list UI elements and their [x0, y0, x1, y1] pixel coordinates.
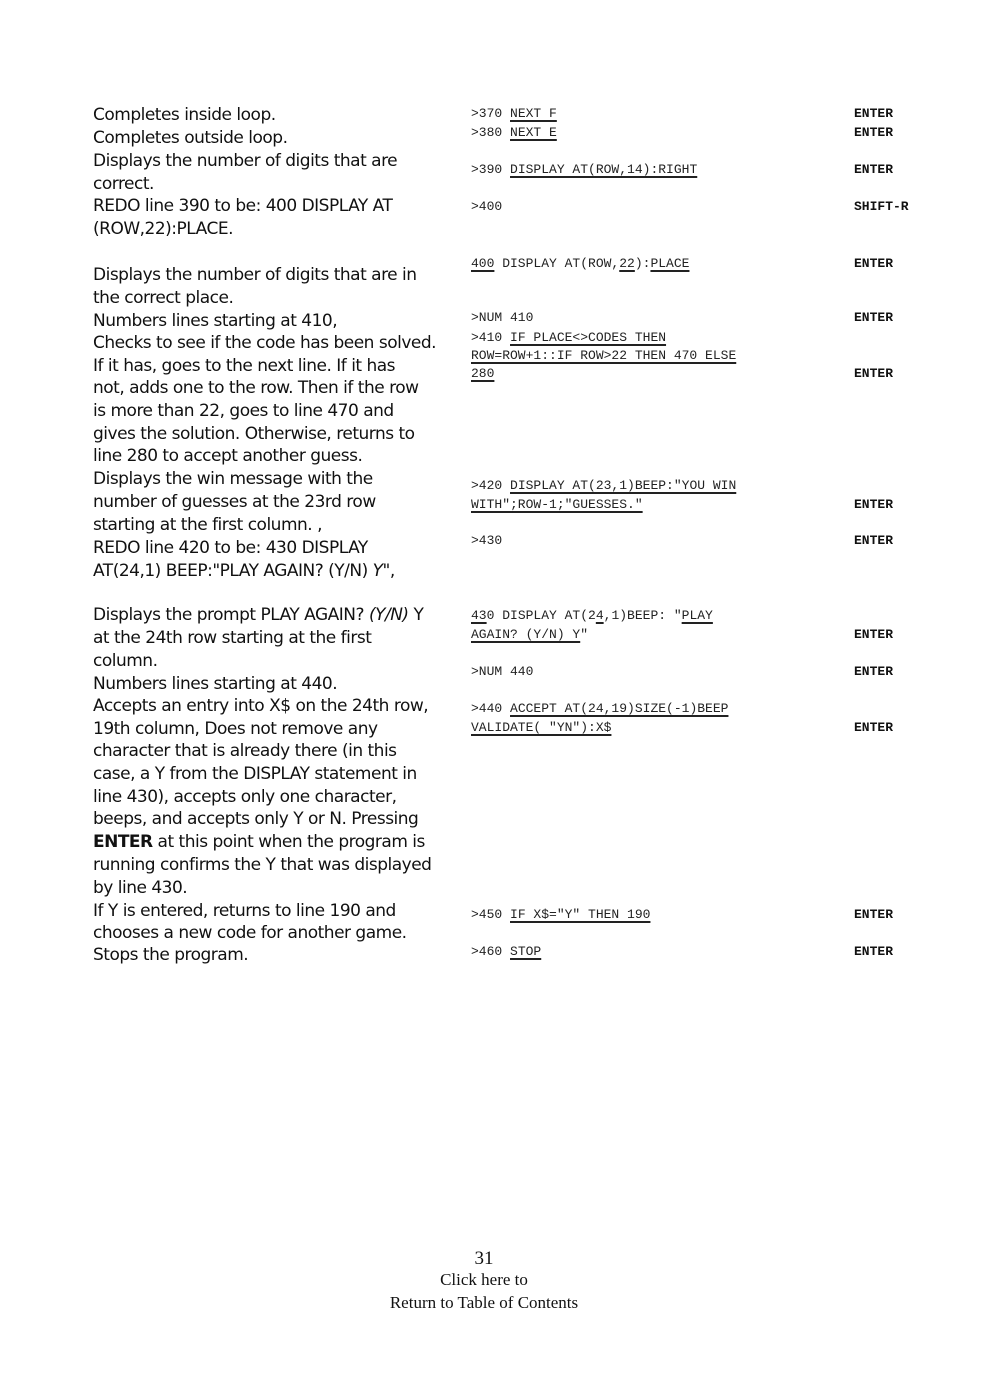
- desc-line: by line 430.: [93, 878, 188, 898]
- desc-line: line 280 to accept another guess.: [93, 446, 363, 466]
- desc-line: Completes inside loop.: [93, 105, 276, 125]
- desc-text: Y: [408, 605, 424, 625]
- code-text: [471, 608, 487, 623]
- desc-line: 19th column, Does not remove any: [93, 719, 378, 739]
- desc-line: Completes outside loop.: [93, 128, 288, 148]
- code-typed: NEXT E: [510, 125, 557, 140]
- code-line-370: [471, 104, 557, 123]
- code-line-380: [471, 123, 557, 142]
- key-label: SHIFT-R: [854, 199, 909, 214]
- desc-line: REDO line 420 to be: 430 DISPLAY: [93, 538, 368, 558]
- code-typed: DISPLAY AT(23,1)BEEP:"YOU WIN: [510, 478, 737, 493]
- code-line-440-cont: [471, 718, 611, 737]
- code-line-430: [471, 606, 713, 625]
- code-line-num-440: [471, 662, 533, 681]
- desc-line: at the 24th row starting at the first: [93, 628, 372, 648]
- code-typed: 400: [471, 256, 495, 271]
- code-prompt: >450: [471, 907, 511, 922]
- key-label: ENTER: [854, 664, 894, 679]
- code-line-420: [471, 476, 736, 495]
- code-text: ):: [634, 256, 651, 271]
- desc-line: starting at the first column. ,: [93, 515, 322, 535]
- key-label: ENTER: [854, 720, 894, 735]
- toc-link-line-2[interactable]: Return to Table of Contents: [389, 1293, 579, 1312]
- code-line-410: [471, 328, 666, 347]
- code-typed: 22: [619, 256, 635, 271]
- code-prompt: >440: [471, 701, 511, 716]
- desc-line: [93, 831, 455, 854]
- code-typed: IF X$="Y" THEN 190: [510, 907, 651, 922]
- key-label: ENTER: [854, 944, 894, 959]
- code-line-430-cont: [471, 625, 588, 644]
- code-line-390: [471, 160, 697, 179]
- code-typed: NEXT F: [510, 106, 557, 121]
- desc-line: line 430), accepts only one character,: [93, 787, 397, 807]
- code-typed: STOP: [510, 944, 542, 959]
- code-prompt: >370: [471, 106, 511, 121]
- code-line-400-prompt: [471, 197, 502, 216]
- code-line-410-cont: [471, 346, 736, 365]
- code-prompt: >390: [471, 162, 511, 177]
- desc-line: Numbers lines starting at 410,: [93, 311, 338, 331]
- key-label: ENTER: [854, 162, 894, 177]
- desc-line: the correct place.: [93, 288, 234, 308]
- code-typed: PLACE: [650, 256, 690, 271]
- desc-line: not, adds one to the row. Then if the row: [93, 378, 419, 398]
- desc-line: Displays the win message with the: [93, 469, 373, 489]
- desc-line: gives the solution. Otherwise, returns to: [93, 424, 415, 444]
- desc-line: [93, 560, 455, 583]
- key-label: ENTER: [854, 125, 894, 140]
- desc-line: (ROW,22):PLACE.: [93, 219, 233, 239]
- desc-line: Checks to see if the code has been solved.: [93, 333, 437, 353]
- key-label: ENTER: [854, 907, 894, 922]
- code-typed: 280: [471, 366, 495, 381]
- desc-line: Displays the number of digits that are: [93, 151, 398, 171]
- key-label: ENTER: [854, 366, 894, 381]
- code-prompt: >NUM 410: [471, 310, 534, 325]
- code-typed: 43: [471, 608, 487, 623]
- desc-line: Stops the program.: [93, 945, 249, 965]
- code-line-450: [471, 905, 650, 924]
- desc-line: is more than 22, goes to line 470 and: [93, 401, 394, 421]
- code-line-420-cont: [471, 495, 643, 514]
- desc-line: chooses a new code for another game.: [93, 923, 407, 943]
- page-number: 31: [474, 1248, 494, 1269]
- key-label: ENTER: [854, 627, 894, 642]
- code-typed: DISPLAY AT(ROW,14):RIGHT: [510, 162, 698, 177]
- code-prompt: >420: [471, 478, 511, 493]
- desc-line: Displays the number of digits that are in: [93, 265, 417, 285]
- code-typed: 4: [595, 608, 604, 623]
- key-label: ENTER: [854, 106, 894, 121]
- key-label: ENTER: [854, 256, 894, 271]
- code-typed: ROW=ROW+1::IF ROW>22 THEN 470 ELSE: [471, 348, 737, 363]
- desc-line: case, a Y from the DISPLAY statement in: [93, 764, 417, 784]
- desc-line: column.: [93, 651, 158, 671]
- code-prompt: >NUM 440: [471, 664, 534, 679]
- key-label: ENTER: [854, 497, 894, 512]
- desc-line: Accepts an entry into X$ on the 24th row,: [93, 696, 429, 716]
- code-typed: ACCEPT AT(24,19)SIZE(-1)BEEP: [510, 701, 729, 716]
- desc-line: REDO line 390 to be: 400 DISPLAY AT: [93, 196, 393, 216]
- toc-link-line-1[interactable]: Click here to: [440, 1270, 528, 1289]
- code-prompt: >460: [471, 944, 511, 959]
- desc-line: If Y is entered, returns to line 190 and: [93, 901, 396, 921]
- code-typed: WITH";ROW-1;"GUESSES.": [471, 497, 643, 512]
- desc-line: [93, 604, 455, 627]
- desc-text: Displays the prompt PLAY AGAIN?: [93, 605, 369, 625]
- desc-line: If it has, goes to the next line. If it has: [93, 356, 396, 376]
- code-line-410-cont: [471, 364, 494, 383]
- desc-text: at this point when the program is: [152, 832, 425, 852]
- code-prompt: >380: [471, 125, 511, 140]
- code-prompt: >400: [471, 199, 503, 214]
- key-label: ENTER: [854, 533, 894, 548]
- code-line-num-410: [471, 308, 533, 327]
- desc-line: character that is already there (in this: [93, 741, 397, 761]
- code-line-400: [471, 254, 689, 273]
- desc-line: Numbers lines starting at 440.: [93, 674, 338, 694]
- code-line-460: [471, 942, 541, 961]
- code-typed: IF PLACE<>CODES THEN: [510, 330, 667, 345]
- code-typed: VALIDATE( "YN"):X$: [471, 720, 612, 735]
- desc-bold: ENTER: [93, 832, 153, 852]
- code-line-430-prompt: [471, 531, 502, 550]
- code-line-440: [471, 699, 728, 718]
- code-text: 0 DISPLAY AT(2: [486, 608, 596, 623]
- desc-italic: Y: [372, 561, 383, 581]
- desc-line: correct.: [93, 174, 154, 194]
- desc-text: AT(24,1) BEEP:"PLAY AGAIN? (Y/N): [93, 561, 373, 581]
- code-typed: AGAIN? (Y/N) Y: [471, 627, 581, 642]
- code-prompt: >410: [471, 330, 511, 345]
- code-prompt: >430: [471, 533, 503, 548]
- key-label: ENTER: [854, 310, 894, 325]
- desc-line: running confirms the Y that was displayed: [93, 855, 432, 875]
- code-text: ,1)BEEP: ": [603, 608, 682, 623]
- desc-line: beeps, and accepts only Y or N. Pressing: [93, 809, 419, 829]
- desc-italic: (Y/N): [368, 605, 409, 625]
- desc-text: ",: [382, 561, 395, 581]
- code-text: ": [580, 627, 589, 642]
- code-text: DISPLAY AT(ROW,: [494, 256, 620, 271]
- code-typed: PLAY: [681, 608, 713, 623]
- desc-line: number of guesses at the 23rd row: [93, 492, 376, 512]
